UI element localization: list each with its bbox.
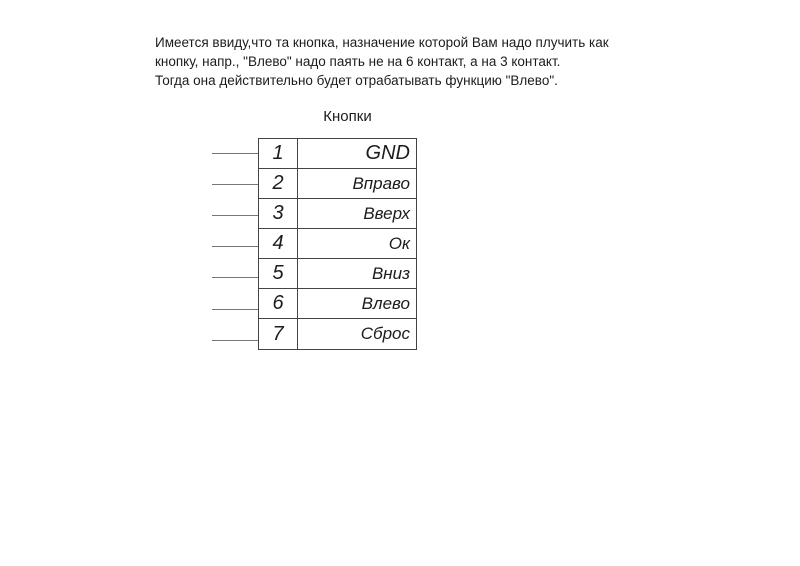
intro-line-3: Тогда она действительно будет отрабатывать функцию "Влево". (155, 73, 558, 88)
table-row (259, 139, 416, 169)
table-row (259, 199, 416, 229)
intro-text (155, 33, 625, 90)
table-row (259, 259, 416, 289)
pin-label: Ок (388, 233, 410, 253)
pin-number: 7 (259, 319, 298, 349)
pin-label: Вправо (352, 173, 410, 193)
pin-number: 5 (259, 259, 298, 288)
table-row (259, 229, 416, 259)
pin-label: Вниз (371, 263, 410, 283)
pin-connector-line (212, 309, 258, 310)
pin-label: GND (365, 142, 410, 164)
pin-label: Влево (361, 293, 410, 313)
table-row (259, 169, 416, 199)
pin-connector-line (212, 277, 258, 278)
pin-number: 4 (259, 229, 298, 258)
intro-line-2: кнопку, напр., "Влево" надо паять не на 6 контакт, а на 3 контакт. (155, 54, 561, 69)
diagram-title: Кнопки (323, 108, 372, 125)
pin-connector-line (212, 246, 258, 247)
pin-number: 1 (259, 139, 298, 168)
pin-connector-line (212, 184, 258, 185)
pin-connector-line (212, 153, 258, 154)
pinout-table (258, 138, 417, 350)
pin-label: Вверх (363, 203, 410, 223)
pin-number: 3 (259, 199, 298, 228)
pin-label: Сброс (360, 324, 410, 343)
pin-connector-line (212, 340, 258, 341)
intro-line-1: Имеется ввиду,что та кнопка, назначение которой Вам надо плучить как (155, 35, 609, 50)
pin-number: 2 (259, 169, 298, 198)
pin-connector-line (212, 215, 258, 216)
pin-number: 6 (259, 289, 298, 318)
table-row (259, 289, 416, 319)
table-row (259, 319, 416, 349)
